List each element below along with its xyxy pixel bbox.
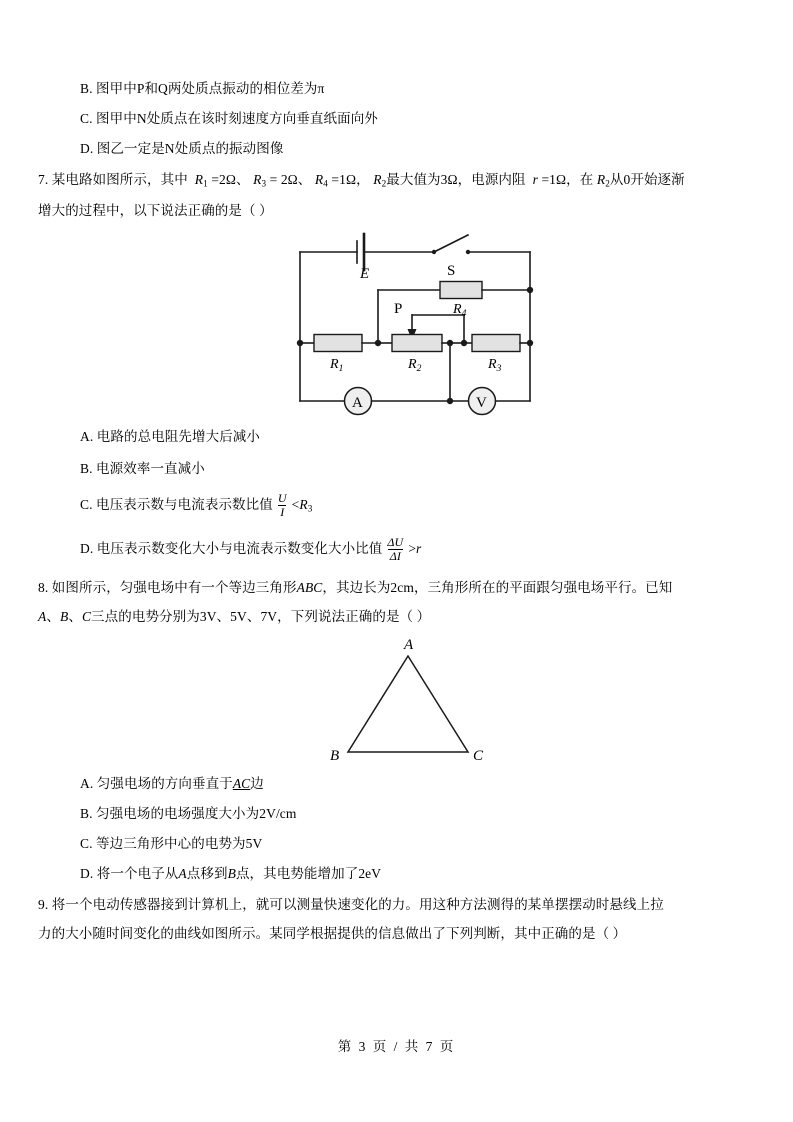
q7-r4-val: =1Ω， <box>331 172 370 188</box>
q7-option-d-fraction <box>385 536 405 562</box>
circuit-diagram-svg <box>282 230 552 420</box>
ammeter-label: A <box>352 395 363 411</box>
q7-r4-sub: 4 <box>323 178 328 189</box>
q8-option-a-row <box>38 769 756 799</box>
q8-option-d <box>80 867 381 881</box>
r1-label: $R_1$ <box>330 357 344 374</box>
voltmeter-label: V <box>476 395 487 411</box>
question9-line2: 力的大小随时间变化的曲线如图所示。某同学根据提供的信息做出了下列判断，其中正确的是（ ） <box>38 925 627 941</box>
q7-r2b-sym: R <box>596 172 606 188</box>
question9-line2-row <box>38 920 756 947</box>
slider-label-p: P <box>394 301 403 317</box>
q7-option-b-row <box>38 453 756 484</box>
q8-option-b: B. 匀强电场的电场强度大小为2V/cm <box>80 806 297 822</box>
q7-r1-sub: 1 <box>203 178 208 189</box>
q7-r2-sub: 2 <box>381 178 387 189</box>
question7-line1-row <box>38 164 756 198</box>
question7-line2: 增大的过程中，以下说法正确的是（ ） <box>38 203 273 219</box>
triangle-vertex-a-label: A <box>404 637 414 653</box>
q8-option-d-row <box>38 859 756 889</box>
triangle-diagram-svg <box>320 634 510 769</box>
q7-option-d-prefix: D. 电压表示数变化大小与电流表示数变化大小比值 <box>80 541 383 557</box>
prev-option-d: D. 图乙一定是N处质点的振动图像 <box>80 141 284 157</box>
q8-abc: ABC <box>296 579 323 595</box>
q8-sep1: 、 <box>46 608 60 624</box>
q8-option-a-tail: 边 <box>250 776 264 792</box>
q7-tail: 从0开始逐渐 <box>609 172 685 188</box>
q8-point-b: B <box>59 608 69 624</box>
q7-d-num: ΔU <box>387 534 404 549</box>
page-footer: 第 3 页 / 共 7 页 <box>337 1039 456 1054</box>
q8-option-d-sym2: B <box>227 866 236 882</box>
q8-point-a: A <box>38 608 47 624</box>
q8-option-d-sym1: A <box>178 866 187 882</box>
q7-option-c-row <box>38 484 756 528</box>
q7-option-c <box>80 490 313 519</box>
triangle-diagram-figure <box>320 634 510 769</box>
q7-r4-sym: R <box>314 172 324 188</box>
q7-r2-text: 最大值为3Ω，电源内阻 <box>386 172 526 188</box>
switch-label: S <box>447 263 456 279</box>
q7-r3-val: = 2Ω、 <box>269 172 312 188</box>
q7-r-sym: r <box>532 172 538 188</box>
q7-option-a-row <box>38 420 756 453</box>
q7-option-c-fraction <box>276 492 289 518</box>
battery-label: E <box>360 266 370 282</box>
q7-option-d-row <box>38 528 756 572</box>
prev-option-c: C. 图甲中N处质点在该时刻速度方向垂直纸面向外 <box>80 111 378 127</box>
q8-option-d-prefix: D. 将一个电子从 <box>80 866 179 882</box>
q7-option-c-prefix: C. 电压表示数与电流表示数比值 <box>80 497 273 513</box>
triangle-vertex-c-label: C <box>473 748 484 764</box>
q8-option-a-prefix: A. 匀强电场的方向垂直于 <box>80 776 233 792</box>
q8-point-c: C <box>81 608 92 624</box>
q8-option-d-mid: 点移到 <box>186 866 228 882</box>
q7-option-b: B. 电源效率一直减小 <box>80 460 205 476</box>
q7-d-den: ΔI <box>389 548 401 563</box>
q7-r1-sym: R <box>194 172 204 188</box>
q8-option-c-row <box>38 829 756 859</box>
question9-line1: 9. 将一个电动传感器接到计算机上，就可以测量快速变化的力。用这种方法测得的某单摆摆动时悬线上拉 <box>38 896 664 912</box>
q7-c-den: I <box>280 504 285 519</box>
q8-option-a <box>80 777 264 791</box>
q8-option-b-row <box>38 799 756 829</box>
q8-tail: ，其边长为2cm，三角形所在的平面跟匀强电场平行。已知 <box>322 579 673 595</box>
q8-line2-tail: 三点的电势分别为3V、5V、7V，下列说法正确的是（ ） <box>91 608 431 624</box>
r2-label: $R_2$ <box>408 357 422 374</box>
q7-r2b-sub: 2 <box>605 178 610 189</box>
question8-line2 <box>38 610 430 624</box>
question8-line2-row <box>38 603 756 630</box>
q8-option-d-tail: 点，其电势能增加了2eV <box>235 866 382 882</box>
q7-r3-sym: R <box>253 172 262 188</box>
triangle-vertex-b-label: B <box>330 748 340 764</box>
q8-prefix: 8. 如图所示，匀强电场中有一个等边三角形 <box>38 579 297 595</box>
q7-prefix: 7. 某电路如图所示，其中 <box>38 172 188 188</box>
q7-r2-sym: R <box>373 172 382 188</box>
q7-option-a: A. 电路的总电阻先增大后减小 <box>80 428 260 444</box>
prev-option-b: B. 图甲中P和Q两处质点振动的相位差为π <box>80 81 325 97</box>
q7-r-val: =1Ω，在 <box>541 172 594 188</box>
question8-line1-row <box>38 572 756 603</box>
q7-r3-sub: 3 <box>261 178 267 189</box>
r4-label: $R_4$ <box>453 302 467 319</box>
prev-option-d-row <box>38 134 756 164</box>
question9-line1-row <box>38 889 756 920</box>
q7-option-d <box>80 534 422 563</box>
question7-line2-row <box>38 198 756 224</box>
q7-option-d-symbol: r <box>416 541 422 557</box>
prev-option-b-row <box>38 74 756 104</box>
q8-sep2: 、 <box>68 608 82 624</box>
question8-line1 <box>38 581 672 595</box>
prev-option-c-row <box>38 104 756 134</box>
page-content <box>38 74 756 947</box>
r3-label: $R_3$ <box>488 357 502 374</box>
q7-c-num: U <box>277 490 287 505</box>
q7-option-c-symbol: R3 <box>299 497 313 514</box>
q8-option-c: C. 等边三角形中心的电势为5V <box>80 836 263 852</box>
q7-option-c-rel: < <box>291 497 300 513</box>
q8-option-a-symbol: AC <box>232 776 251 792</box>
circuit-diagram-figure <box>282 230 552 420</box>
q7-option-d-rel: > <box>408 541 417 557</box>
q7-r1-val: =2Ω、 <box>211 172 250 188</box>
question7-line1 <box>38 173 685 189</box>
